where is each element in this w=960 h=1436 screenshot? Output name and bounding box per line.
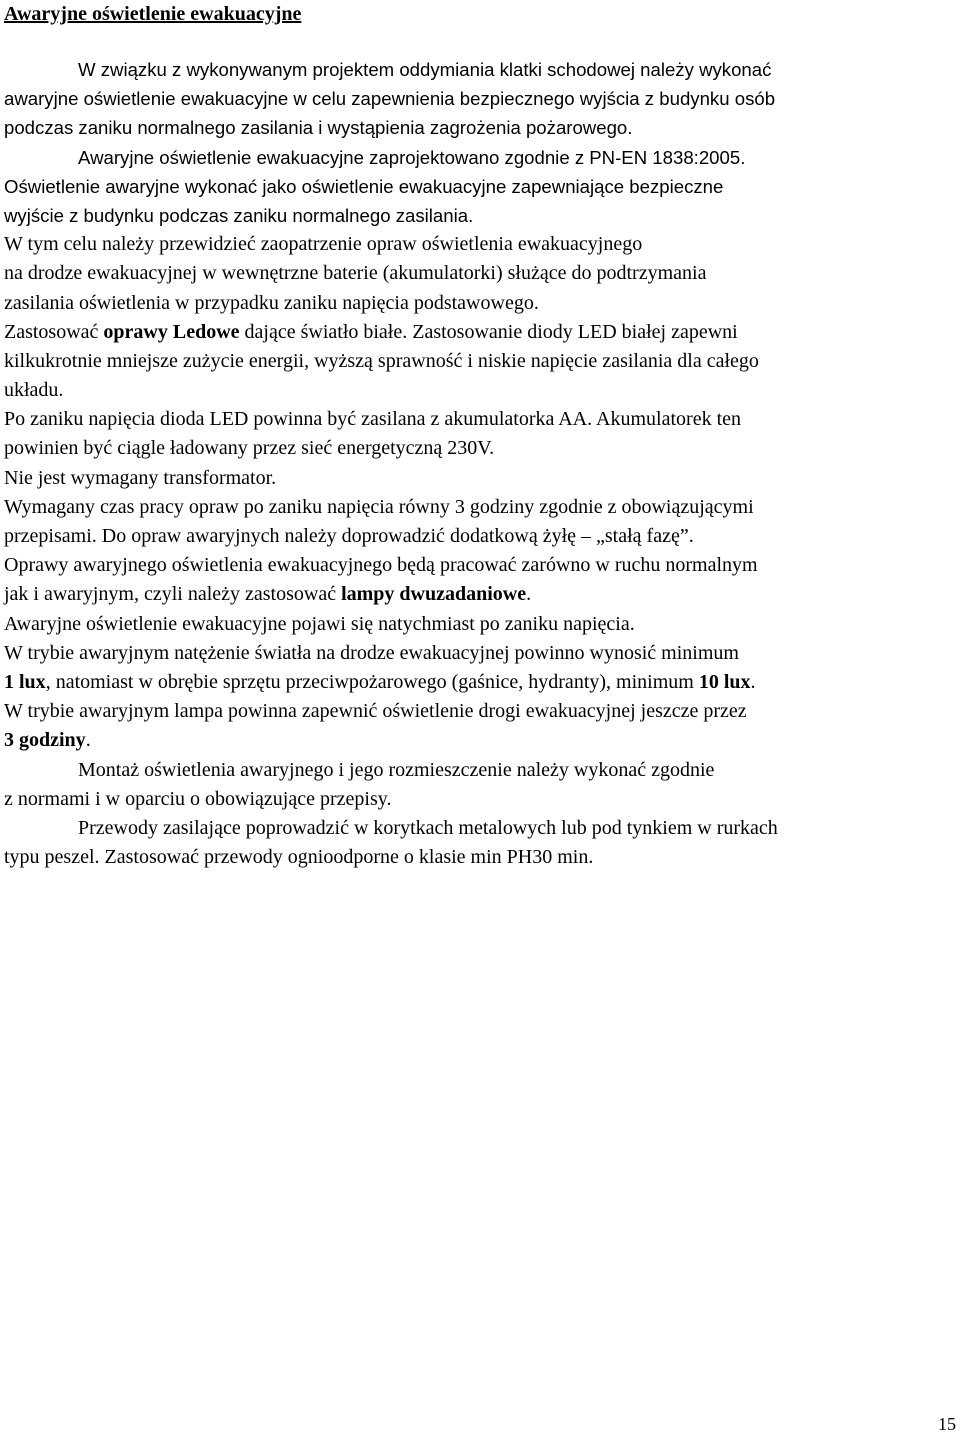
document-title: Awaryjne oświetlenie ewakuacyjne	[4, 3, 302, 25]
text-segment: dające światło białe. Zastosowanie diody LED białej zapewni	[239, 320, 738, 343]
text-line: układu.	[4, 379, 64, 402]
text-line	[4, 580, 960, 609]
text-line: podczas zaniku normalnego zasilania i wystąpienia zagrożenia pożarowego.	[4, 117, 633, 139]
text-line: W trybie awaryjnym lampa powinna zapewnić oświetlenie drogi ewakuacyjnej jeszcze przez	[4, 700, 747, 723]
text-line	[4, 318, 960, 347]
text-segment: , natomiast w obrębie sprzętu przeciwpożarowego (gaśnice, hydranty), minimum	[45, 670, 699, 693]
text-line: Oświetlenie awaryjne wykonać jako oświetlenie ewakuacyjne zapewniające bezpieczne	[4, 175, 724, 197]
text-line: Montaż oświetlenia awaryjnego i jego rozmieszczenie należy wykonać zgodnie	[78, 758, 715, 781]
bold-text: 10 lux	[698, 670, 751, 693]
text-segment: .	[85, 729, 91, 752]
bold-text: oprawy Ledowe	[103, 320, 240, 343]
bold-text: lampy dwuzadaniowe	[341, 583, 527, 606]
text-line	[4, 668, 960, 697]
bold-text: 3 godziny	[4, 729, 86, 752]
text-line: typu peszel. Zastosować przewody ognioodporne o klasie min PH30 min.	[4, 846, 594, 869]
text-line: awaryjne oświetlenie ewakuacyjne w celu zapewnienia bezpiecznego wyjścia z budynku osób	[4, 88, 776, 110]
text-line: Awaryjne oświetlenie ewakuacyjne zaprojektowano zgodnie z PN-EN 1838:2005.	[78, 146, 746, 168]
text-segment: jak i awaryjnym, czyli należy zastosować	[4, 583, 342, 606]
text-line: Nie jest wymagany transformator.	[4, 466, 277, 489]
text-line: W związku z wykonywanym projektem oddymiania klatki schodowej należy wykonać	[78, 59, 772, 80]
page-number: 15	[938, 1414, 956, 1434]
text-segment: .	[750, 670, 756, 693]
document-body	[4, 55, 960, 872]
text-line: powinien być ciągle ładowany przez sieć energetyczną 230V.	[4, 437, 495, 460]
text-line: zasilania oświetlenia w przypadku zaniku napięcia podstawowego.	[4, 291, 539, 314]
text-line: W tym celu należy przewidzieć zaopatrzenie opraw oświetlenia ewakuacyjnego	[4, 233, 643, 256]
text-line: wyjście z budynku podczas zaniku normalnego zasilania.	[4, 204, 474, 226]
text-segment: Zastosować	[4, 320, 104, 343]
text-line: W trybie awaryjnym natężenie światła na drodze ewakuacyjnej powinno wynosić minimum	[4, 641, 739, 664]
text-line	[4, 726, 960, 755]
text-line: przepisami. Do opraw awaryjnych należy doprowadzić dodatkową żyłę – „stałą fazę”.	[4, 525, 694, 547]
bold-text: 1 lux	[4, 670, 46, 693]
text-line: Oprawy awaryjnego oświetlenia ewakuacyjnego będą pracować zarówno w ruchu normalnym	[4, 554, 758, 577]
text-line: kilkukrotnie mniejsze zużycie energii, wyższą sprawność i niskie napięcie zasilania dla całego	[4, 349, 759, 372]
text-line: na drodze ewakuacyjnej w wewnętrzne baterie (akumulatorki) służące do podtrzymania	[4, 262, 707, 285]
text-line: Przewody zasilające poprowadzić w korytkach metalowych lub pod tynkiem w rurkach	[78, 816, 778, 839]
text-line: z normami i w oparciu o obowiązujące przepisy.	[4, 787, 392, 810]
text-line: Awaryjne oświetlenie ewakuacyjne pojawi się natychmiast po zaniku napięcia.	[4, 612, 635, 635]
text-line: Wymagany czas pracy opraw po zaniku napięcia równy 3 godziny zgodnie z obowiązującymi	[4, 495, 754, 518]
text-line: Po zaniku napięcia dioda LED powinna być zasilana z akumulatorka AA. Akumulatorek ten	[4, 408, 742, 431]
text-segment: .	[526, 583, 532, 606]
